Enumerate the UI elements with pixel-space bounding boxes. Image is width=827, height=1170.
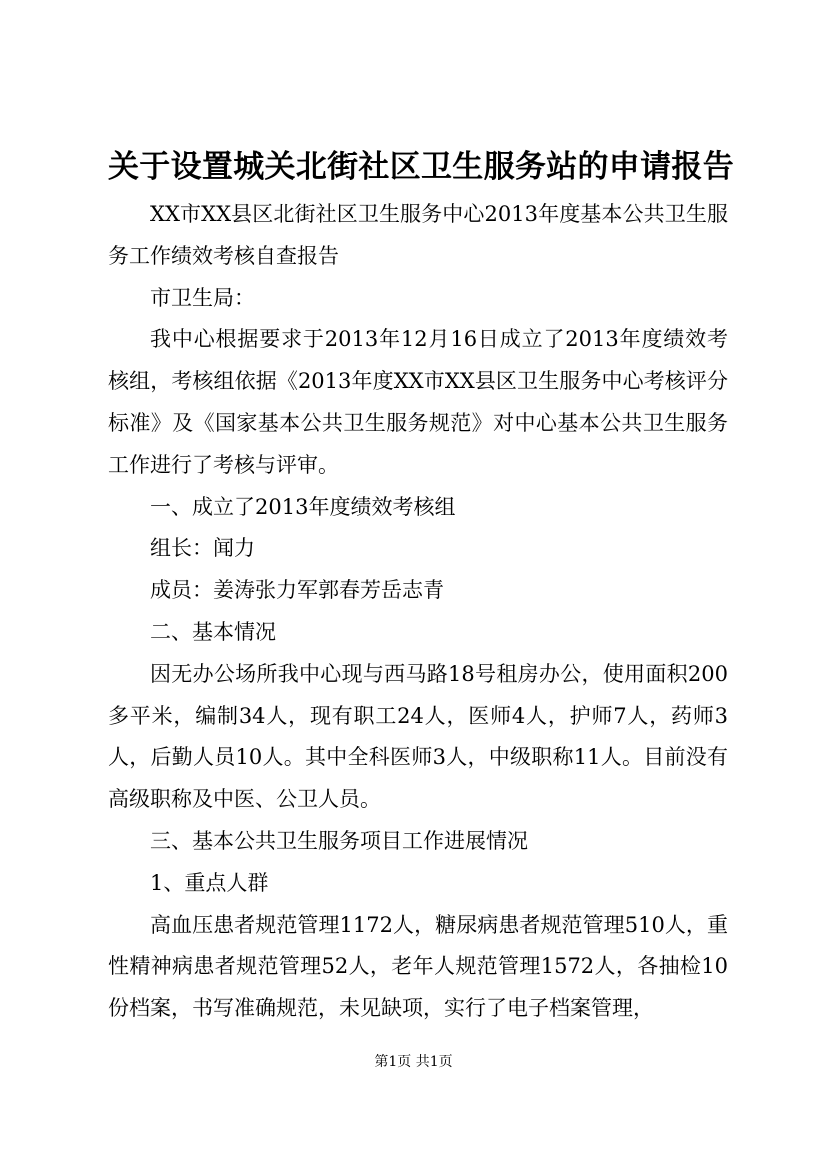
paragraph-section-one-heading: 一、成立了2013年度绩效考核组 (150, 494, 456, 519)
paragraph-team-leader: 组长：闻力 (150, 536, 255, 561)
paragraph-basic-situation: 因无办公场所我中心现与西马路18号租房办公，使用面积200多平米，编制34人，现有职工24人，医师4人，护师7人，药师3人，后勤人员10人。其中全科医师3人，中级职称11人。目前没有高级职称及中医、公卫人员。 (108, 661, 728, 812)
paragraph-team-members: 成员：姜涛张力军郭春芳岳志青 (150, 578, 444, 603)
document-body (108, 194, 728, 1030)
document-title: 关于设置城关北街社区卫生服务站的申请报告 (108, 149, 734, 185)
paragraph-report-heading: XX市XX县区北街社区卫生服务中心2013年度基本公共卫生服务工作绩效考核自查报告 (108, 202, 728, 268)
paragraph-key-population-details: 高血压患者规范管理1172人，糖尿病患者规范管理510人，重性精神病患者规范管理52人，老年人规范管理1572人，各抽检10份档案，书写准确规范，未见缺项，实行了电子档案管理， (108, 912, 728, 1021)
paragraph-section-two-heading: 二、基本情况 (150, 619, 276, 644)
paragraph-addressee: 市卫生局： (150, 285, 255, 310)
paragraph-introduction: 我中心根据要求于2013年12月16日成立了2013年度绩效考核组，考核组依据《2013年度XX市XX县区卫生服务中心考核评分标准》及《国家基本公共卫生服务规范》对中心基本公共卫生服务工作进行了考核与评审。 (108, 327, 728, 477)
page-number-footer: 第1页 共1页 (374, 1054, 453, 1070)
paragraph-key-population-heading: 1、重点人群 (150, 870, 269, 895)
paragraph-section-three-heading: 三、基本公共卫生服务项目工作进展情况 (150, 828, 528, 853)
